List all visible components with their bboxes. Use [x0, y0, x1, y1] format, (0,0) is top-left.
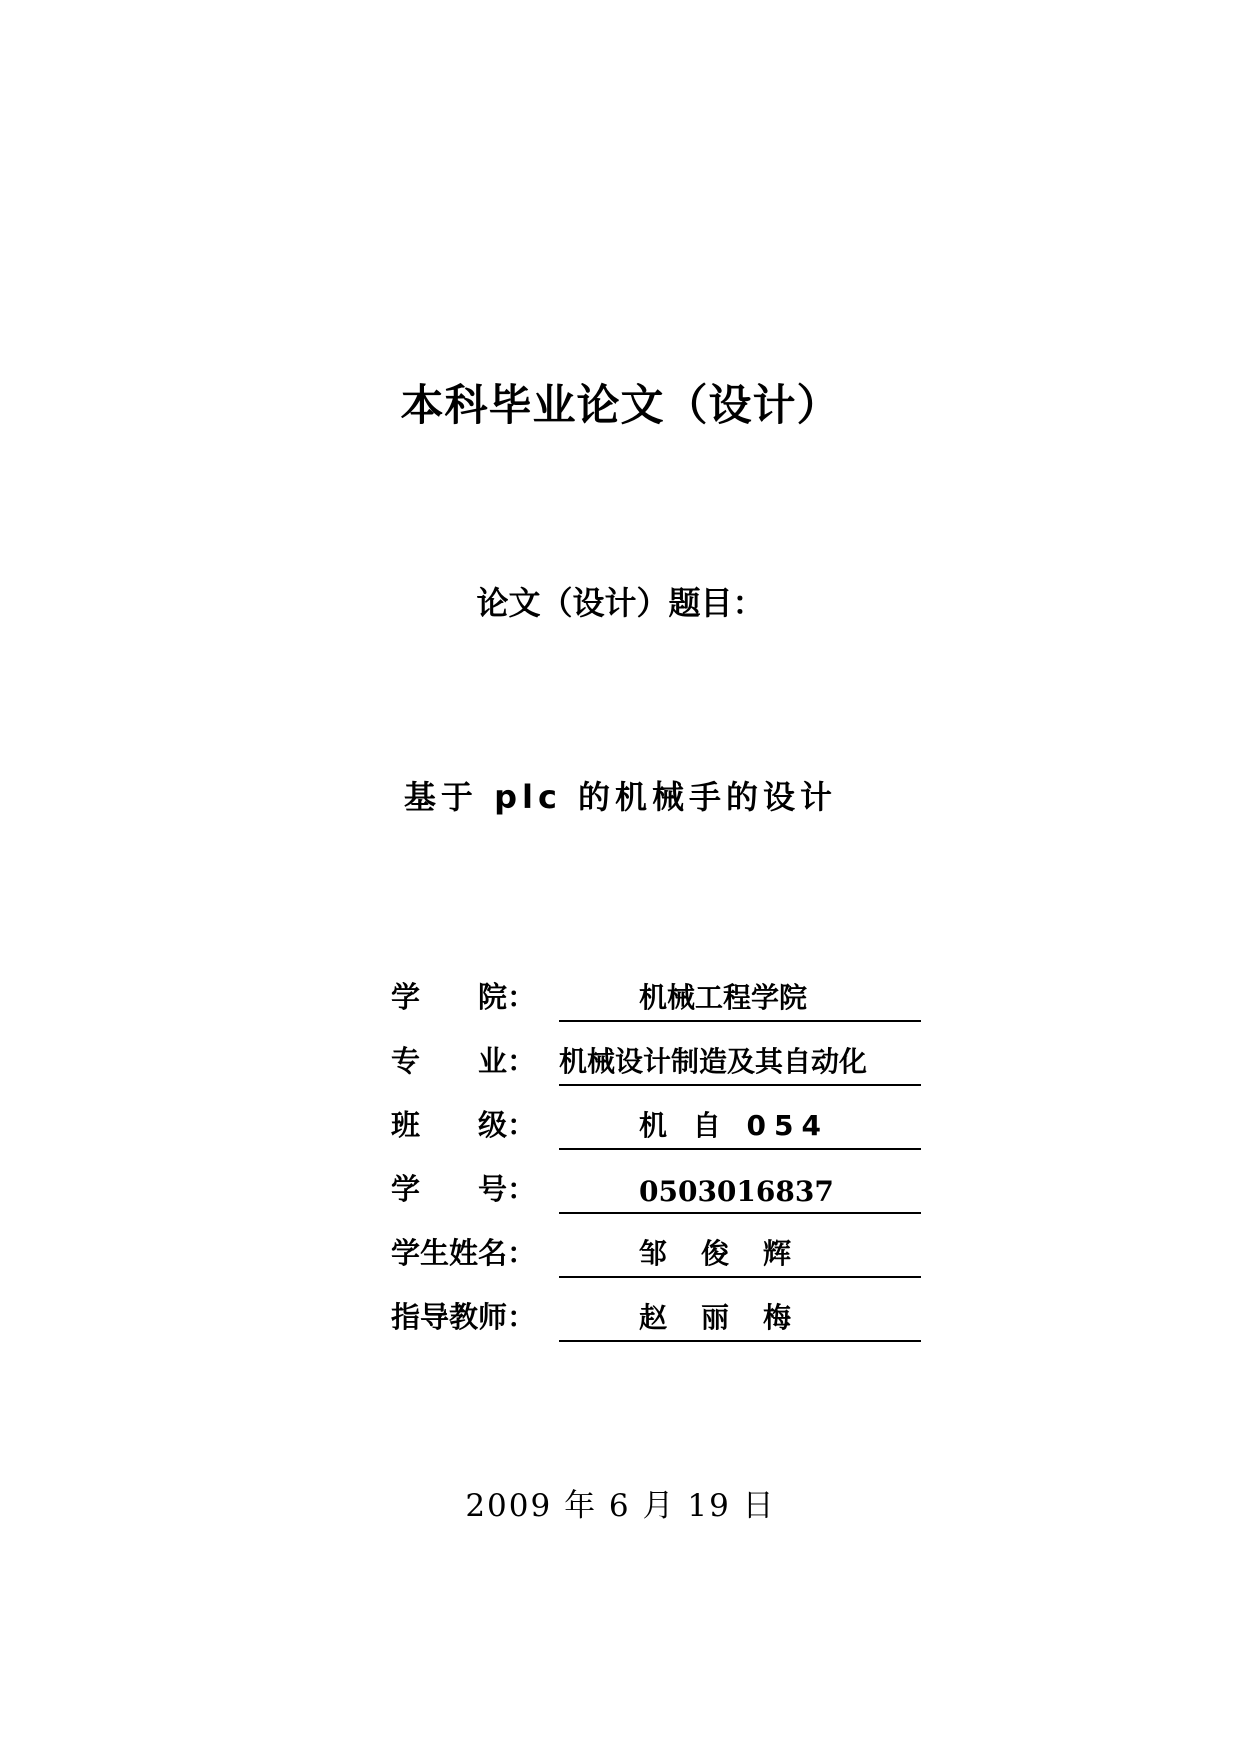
- class-value: 机 自 054: [559, 1104, 921, 1150]
- class-label: 班 级：: [391, 1108, 537, 1142]
- info-row-student-id: [391, 1150, 931, 1214]
- thesis-title: 基于 plc 的机械手的设计: [403, 778, 838, 816]
- info-row-school: [391, 958, 931, 1022]
- major-value: 机械设计制造及其自动化: [559, 1040, 921, 1086]
- info-row-class: [391, 1086, 931, 1150]
- major-label: 专 业：: [391, 1044, 537, 1078]
- advisor-label: 指导教师：: [391, 1300, 537, 1334]
- info-row-student-name: [391, 1214, 931, 1278]
- student-info-block: [391, 958, 931, 1342]
- student-name-value: 邹俊辉: [559, 1232, 921, 1278]
- school-label: 学 院：: [391, 980, 537, 1014]
- info-row-major: [391, 1022, 931, 1086]
- main-title: 本科毕业论文（设计）: [400, 381, 841, 431]
- student-id-value: 0503016837: [559, 1175, 921, 1214]
- school-value: 机械工程学院: [559, 976, 921, 1022]
- thesis-title-label: 论文（设计）题目：: [476, 584, 765, 622]
- student-id-label: 学 号：: [391, 1172, 537, 1206]
- advisor-value: 赵丽梅: [559, 1296, 921, 1342]
- student-name-label: 学生姓名：: [391, 1236, 537, 1270]
- submission-date: 2009 年 6 月 19 日: [465, 1488, 776, 1524]
- info-row-advisor: [391, 1278, 931, 1342]
